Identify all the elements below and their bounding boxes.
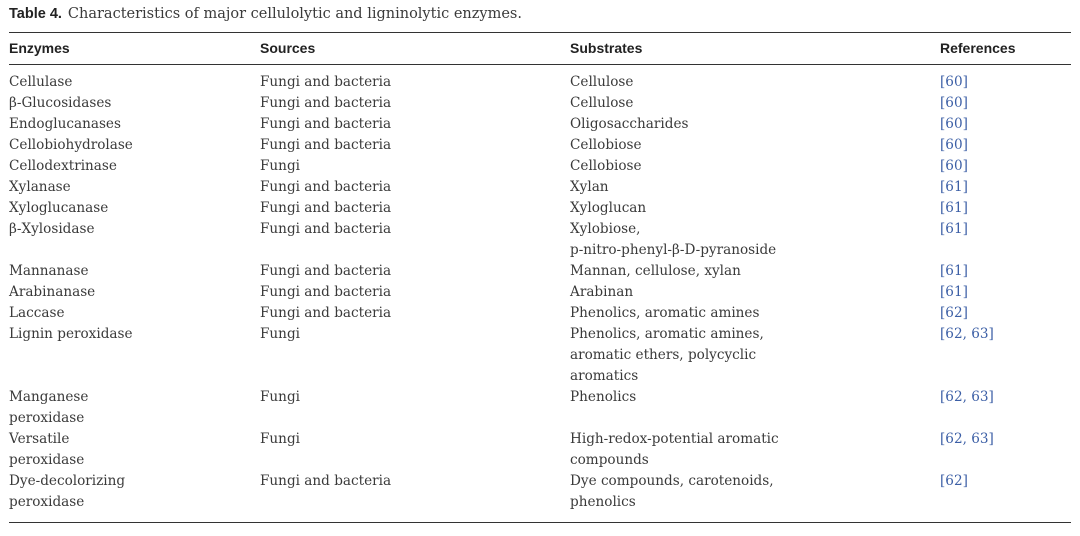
table-row [0,72,1080,93]
cell-enzyme-text: Laccase [9,305,65,321]
cell-enzyme-text: Dye-decolorizing [9,473,126,489]
table-row [0,114,1080,135]
cell-source [260,198,540,219]
cell-substrate-text: Cellobiose [570,137,642,153]
cell-enzyme-text: peroxidase [9,452,85,468]
table-row [0,387,1080,429]
table-row [0,198,1080,219]
table-row [0,93,1080,114]
cell-enzyme [9,156,209,177]
table-label: Table 4. [9,6,62,22]
cell-enzyme [9,471,209,513]
cell-reference-link-text[interactable]: [62, 63] [940,326,994,342]
cell-substrate [570,114,880,135]
cell-reference-link-text[interactable]: [62] [940,473,968,489]
cell-substrate-text: aromatic ethers, polycyclic [570,347,757,363]
cell-substrate [570,72,880,93]
table-row [0,282,1080,303]
bottom-rule [9,522,1071,523]
cell-reference-link[interactable] [940,387,1060,408]
cell-substrate [570,324,880,387]
header-references: References [940,40,1016,56]
cell-enzyme [9,198,209,219]
cell-source-text: Fungi and bacteria [260,284,392,300]
cell-enzyme-text: Lignin peroxidase [9,326,133,342]
cell-source [260,282,540,303]
cell-reference-link-text[interactable]: [62, 63] [940,431,994,447]
header-substrates: Substrates [570,40,643,56]
cell-enzyme [9,387,209,429]
cell-substrate [570,303,880,324]
table-title: Characteristics of major cellulolytic and ligninolytic enzymes. [67,6,522,22]
cell-substrate-text: compounds [570,452,649,468]
cell-source-text: Fungi and bacteria [260,74,392,90]
cell-source [260,471,540,492]
cell-enzyme-text: β-Glucosidases [9,95,112,111]
cell-substrate [570,198,880,219]
cell-reference-link[interactable] [940,93,1060,114]
header-enzymes: Enzymes [9,40,70,56]
cell-source [260,93,540,114]
table-row [0,219,1080,261]
cell-enzyme [9,114,209,135]
cell-substrate-text: Phenolics [570,389,637,405]
cell-substrate-text: phenolics [570,494,636,510]
cell-reference-link-text[interactable]: [61] [940,221,968,237]
cell-substrate-text: Xyloglucan [570,200,647,216]
cell-reference-link-text[interactable]: [60] [940,158,968,174]
cell-substrate-text: aromatics [570,368,639,384]
table-body [0,72,1080,513]
cell-enzyme [9,72,209,93]
cell-enzyme [9,177,209,198]
cell-substrate-text: High-redox-potential aromatic [570,431,779,447]
header-sources: Sources [260,40,316,56]
cell-substrate-text: Dye compounds, carotenoids, [570,473,774,489]
cell-enzyme-text: Versatile [9,431,70,447]
table-row [0,471,1080,513]
cell-substrate-text: Phenolics, aromatic amines [570,305,760,321]
top-rule [9,32,1071,33]
cell-enzyme [9,303,209,324]
table-row [0,303,1080,324]
cell-enzyme [9,324,209,345]
cell-reference-link-text[interactable]: [60] [940,116,968,132]
table-row [0,177,1080,198]
cell-source [260,219,540,240]
cell-reference-link[interactable] [940,324,1060,345]
cell-source-text: Fungi and bacteria [260,473,392,489]
cell-reference-link-text[interactable]: [62, 63] [940,389,994,405]
cell-reference-link[interactable] [940,219,1060,240]
cell-substrate-text: Cellobiose [570,158,642,174]
cell-source-text: Fungi and bacteria [260,95,392,111]
cell-source-text: Fungi and bacteria [260,200,392,216]
cell-reference-link-text[interactable]: [62] [940,305,968,321]
cell-source [260,303,540,324]
cell-enzyme-text: Cellobiohydrolase [9,137,133,153]
cell-reference-link[interactable] [940,135,1060,156]
cell-substrate [570,156,880,177]
cell-enzyme-text: Xyloglucanase [9,200,109,216]
cell-substrate-text: Xylan [570,179,609,195]
cell-source [260,135,540,156]
cell-source-text: Fungi [260,389,300,405]
cell-source [260,72,540,93]
cell-substrate-text: Cellulose [570,74,634,90]
cell-enzyme-text: Endoglucanases [9,116,121,132]
cell-enzyme-text: Cellulase [9,74,73,90]
cell-enzyme-text: peroxidase [9,494,85,510]
cell-enzyme-text: Arabinanase [9,284,96,300]
cell-substrate [570,261,880,282]
table-row [0,135,1080,156]
cell-reference-link[interactable] [940,303,1060,324]
cell-reference-link[interactable] [940,177,1060,198]
cell-substrate [570,93,880,114]
cell-substrate-text: Arabinan [570,284,634,300]
cell-reference-link[interactable] [940,471,1060,492]
cell-source [260,324,540,345]
cell-enzyme-text: Cellodextrinase [9,158,117,174]
cell-enzyme-text: Mannanase [9,263,89,279]
cell-source [260,387,540,408]
cell-enzyme [9,282,209,303]
cell-reference-link-text[interactable]: [61] [940,200,968,216]
cell-reference-link-text[interactable]: [61] [940,179,968,195]
cell-source [260,114,540,135]
cell-enzyme [9,261,209,282]
cell-enzyme-text: β-Xylosidase [9,221,95,237]
cell-substrate-text: Mannan, cellulose, xylan [570,263,741,279]
cell-substrate [570,387,880,408]
cell-reference-link[interactable] [940,156,1060,177]
cell-reference-link[interactable] [940,282,1060,303]
cell-reference-link[interactable] [940,198,1060,219]
cell-substrate [570,471,880,513]
cell-source-text: Fungi and bacteria [260,263,392,279]
cell-enzyme-text: Xylanase [9,179,71,195]
table-caption [9,5,522,23]
cell-source-text: Fungi [260,431,300,447]
cell-source-text: Fungi and bacteria [260,221,392,237]
cell-source [260,429,540,450]
cell-substrate-text: Cellulose [570,95,634,111]
cell-reference-link[interactable] [940,72,1060,93]
header-rule [9,64,1071,65]
cell-source-text: Fungi and bacteria [260,179,392,195]
cell-reference-link[interactable] [940,429,1060,450]
cell-source-text: Fungi [260,158,300,174]
cell-reference-link-text[interactable]: [60] [940,74,968,90]
cell-enzyme [9,219,209,240]
table-header [0,38,1080,60]
cell-reference-link[interactable] [940,114,1060,135]
cell-reference-link-text[interactable]: [61] [940,263,968,279]
cell-reference-link-text[interactable]: [60] [940,95,968,111]
cell-enzyme-text: peroxidase [9,410,85,426]
cell-substrate [570,429,880,471]
cell-reference-link[interactable] [940,261,1060,282]
cell-source [260,156,540,177]
cell-enzyme [9,135,209,156]
cell-substrate-text: p-nitro-phenyl-β-D-pyranoside [570,242,777,258]
cell-source-text: Fungi and bacteria [260,116,392,132]
cell-substrate [570,282,880,303]
cell-source-text: Fungi and bacteria [260,137,392,153]
table-row [0,429,1080,471]
cell-enzyme-text: Manganese [9,389,89,405]
cell-source-text: Fungi and bacteria [260,305,392,321]
cell-substrate-text: Phenolics, aromatic amines, [570,326,764,342]
cell-source [260,177,540,198]
cell-source-text: Fungi [260,326,300,342]
cell-substrate-text: Xylobiose, [570,221,641,237]
cell-enzyme [9,429,209,471]
cell-substrate-text: Oligosaccharides [570,116,689,132]
cell-substrate [570,219,880,261]
cell-reference-link-text[interactable]: [60] [940,137,968,153]
table-row [0,156,1080,177]
cell-source [260,261,540,282]
cell-substrate [570,177,880,198]
cell-enzyme [9,93,209,114]
table-row [0,261,1080,282]
table-row [0,324,1080,387]
cell-substrate [570,135,880,156]
cell-reference-link-text[interactable]: [61] [940,284,968,300]
